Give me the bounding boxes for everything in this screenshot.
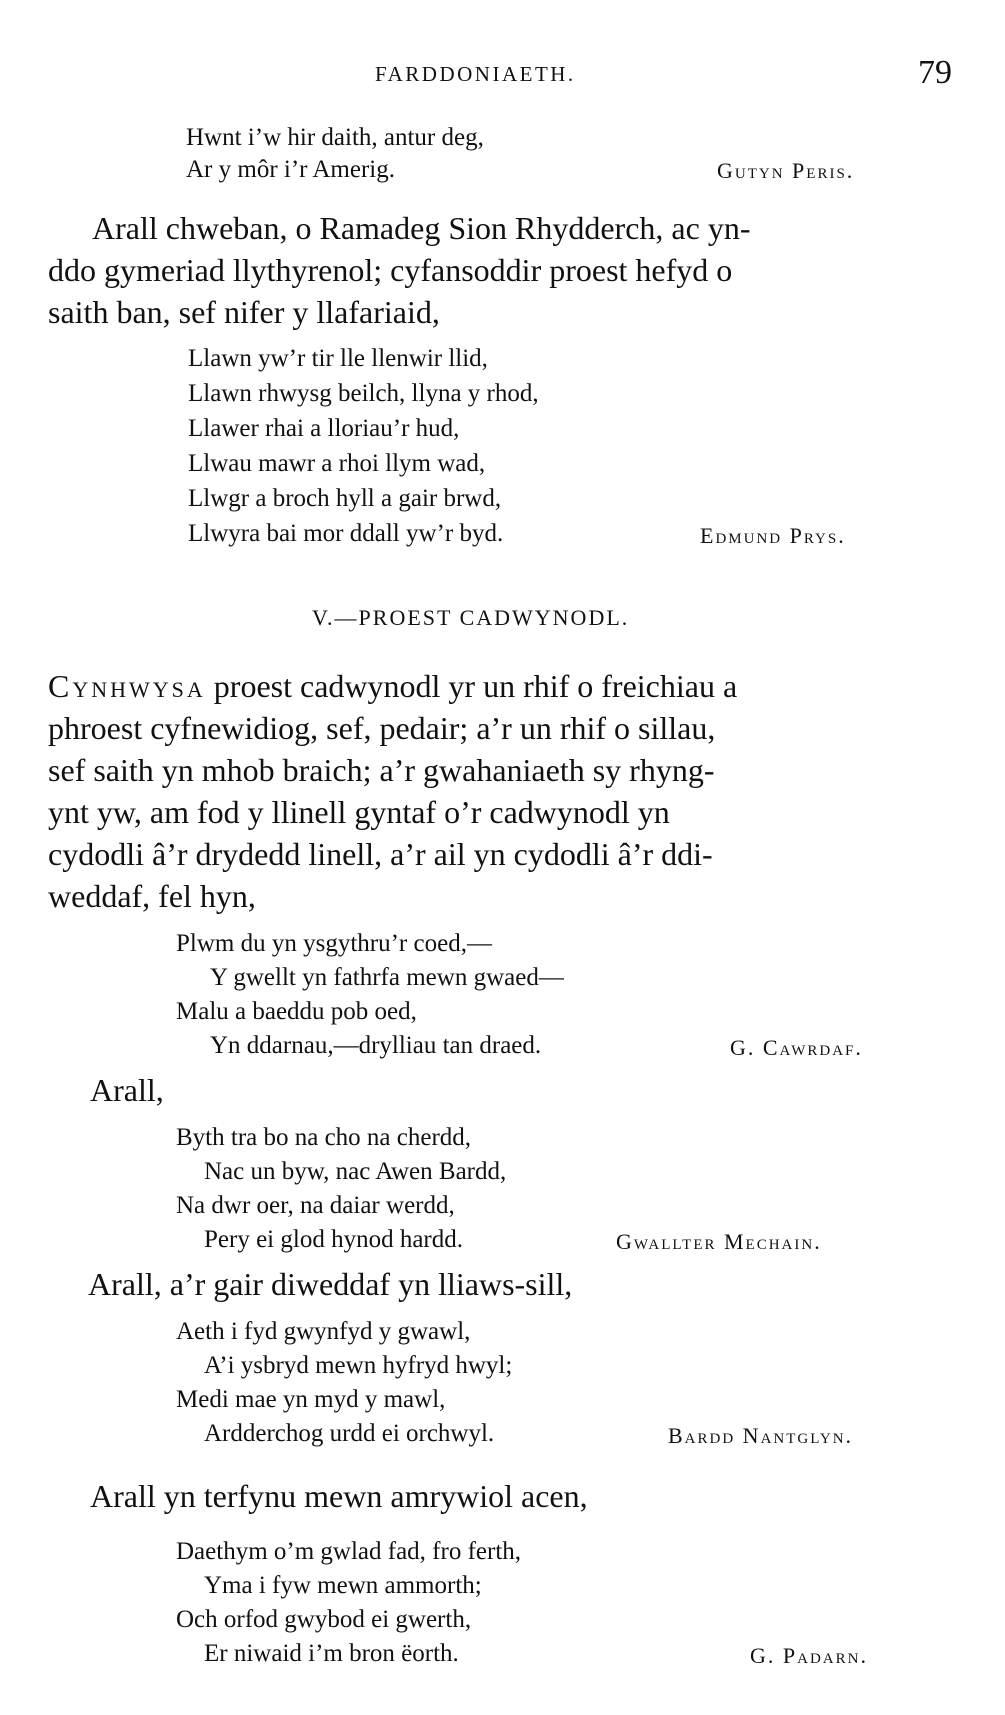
- section-heading: V.—PROEST CADWYNODL.: [312, 605, 630, 630]
- verse-line: Nac un byw, nac Awen Bardd,: [204, 1158, 507, 1185]
- verse-line: Daethym o’m gwlad fad, fro ferth,: [176, 1538, 522, 1565]
- prose-line: Arall chweban, o Ramadeg Sion Rhydderch, ac yn-: [92, 210, 751, 246]
- verse-line: Llawn rhwysg beilch, llyna y rhod,: [188, 380, 539, 407]
- verse-line: Medi mae yn myd y mawl,: [176, 1386, 446, 1413]
- prose-line: Arall, a’r gair diweddaf yn lliaws-sill,: [88, 1266, 573, 1302]
- verse-line: Llawer rhai a lloriau’r hud,: [188, 415, 460, 442]
- author-attribution: Gwallter Mechain.: [616, 1229, 822, 1254]
- prose-line-rest: proest cadwynodl yr un rhif o freichiau a: [205, 668, 738, 704]
- prose-line: Arall,: [90, 1072, 164, 1108]
- prose-line: weddaf, fel hyn,: [48, 878, 256, 914]
- prose-line: Arall yn terfynu mewn amrywiol acen,: [90, 1478, 588, 1514]
- verse-line: Plwm du yn ysgythru’r coed,—: [176, 930, 492, 957]
- lead-word: Cynhwysa: [48, 668, 206, 704]
- verse-line: Byth tra bo na cho na cherdd,: [176, 1124, 472, 1151]
- verse-line: Pery ei glod hynod hardd.: [204, 1226, 463, 1253]
- verse-line: Aeth i fyd gwynfyd y gwawl,: [176, 1318, 471, 1345]
- verse-line: Och orfod gwybod ei gwerth,: [176, 1606, 472, 1633]
- verse-line: Er niwaid i’m bron ëorth.: [204, 1640, 459, 1667]
- verse-line: Ar y môr i’r Amerig.: [186, 156, 395, 183]
- page-number: 79: [918, 54, 952, 91]
- verse-line: Hwnt i’w hir daith, antur deg,: [186, 124, 484, 151]
- prose-line: sef saith yn mhob braich; a’r gwahaniaeth sy rhyng-: [48, 752, 715, 788]
- verse-line: Malu a baeddu pob oed,: [176, 998, 417, 1025]
- verse-line: Ardderchog urdd ei orchwyl.: [204, 1420, 495, 1447]
- prose-line: phroest cyfnewidiog, sef, pedair; a’r un rhif o sillau,: [48, 710, 716, 746]
- verse-line: Na dwr oer, na daiar werdd,: [176, 1192, 455, 1219]
- verse-line: Y gwellt yn fathrfa mewn gwaed—: [210, 964, 564, 991]
- verse-line: Yma i fyw mewn ammorth;: [204, 1572, 482, 1599]
- running-header: FARDDONIAETH.: [375, 62, 576, 86]
- prose-line: ynt yw, am fod y llinell gyntaf o’r cadwynodl yn: [48, 794, 670, 830]
- prose-line: ddo gymeriad llythyrenol; cyfansoddir proest hefyd o: [48, 252, 733, 288]
- verse-line: Llwgr a broch hyll a gair brwd,: [188, 485, 502, 512]
- author-attribution: G. Padarn.: [750, 1643, 868, 1668]
- verse-line: Yn ddarnau,—drylliau tan draed.: [210, 1032, 542, 1059]
- verse-line: A’i ysbryd mewn hyfryd hwyl;: [204, 1352, 513, 1379]
- prose-line: [48, 668, 737, 705]
- author-attribution: Gutyn Peris.: [717, 158, 855, 183]
- prose-line: cydodli â’r drydedd linell, a’r ail yn cydodli â’r ddi-: [48, 836, 713, 872]
- author-attribution: G. Cawrdaf.: [730, 1035, 863, 1060]
- author-attribution: Edmund Prys.: [700, 523, 846, 548]
- verse-line: Llwyra bai mor ddall yw’r byd.: [188, 520, 504, 547]
- author-attribution: Bardd Nantglyn.: [668, 1423, 854, 1448]
- verse-line: Llwau mawr a rhoi llym wad,: [188, 450, 486, 477]
- verse-line: Llawn yw’r tir lle llenwir llid,: [188, 345, 488, 372]
- prose-line: saith ban, sef nifer y llafariaid,: [48, 294, 440, 330]
